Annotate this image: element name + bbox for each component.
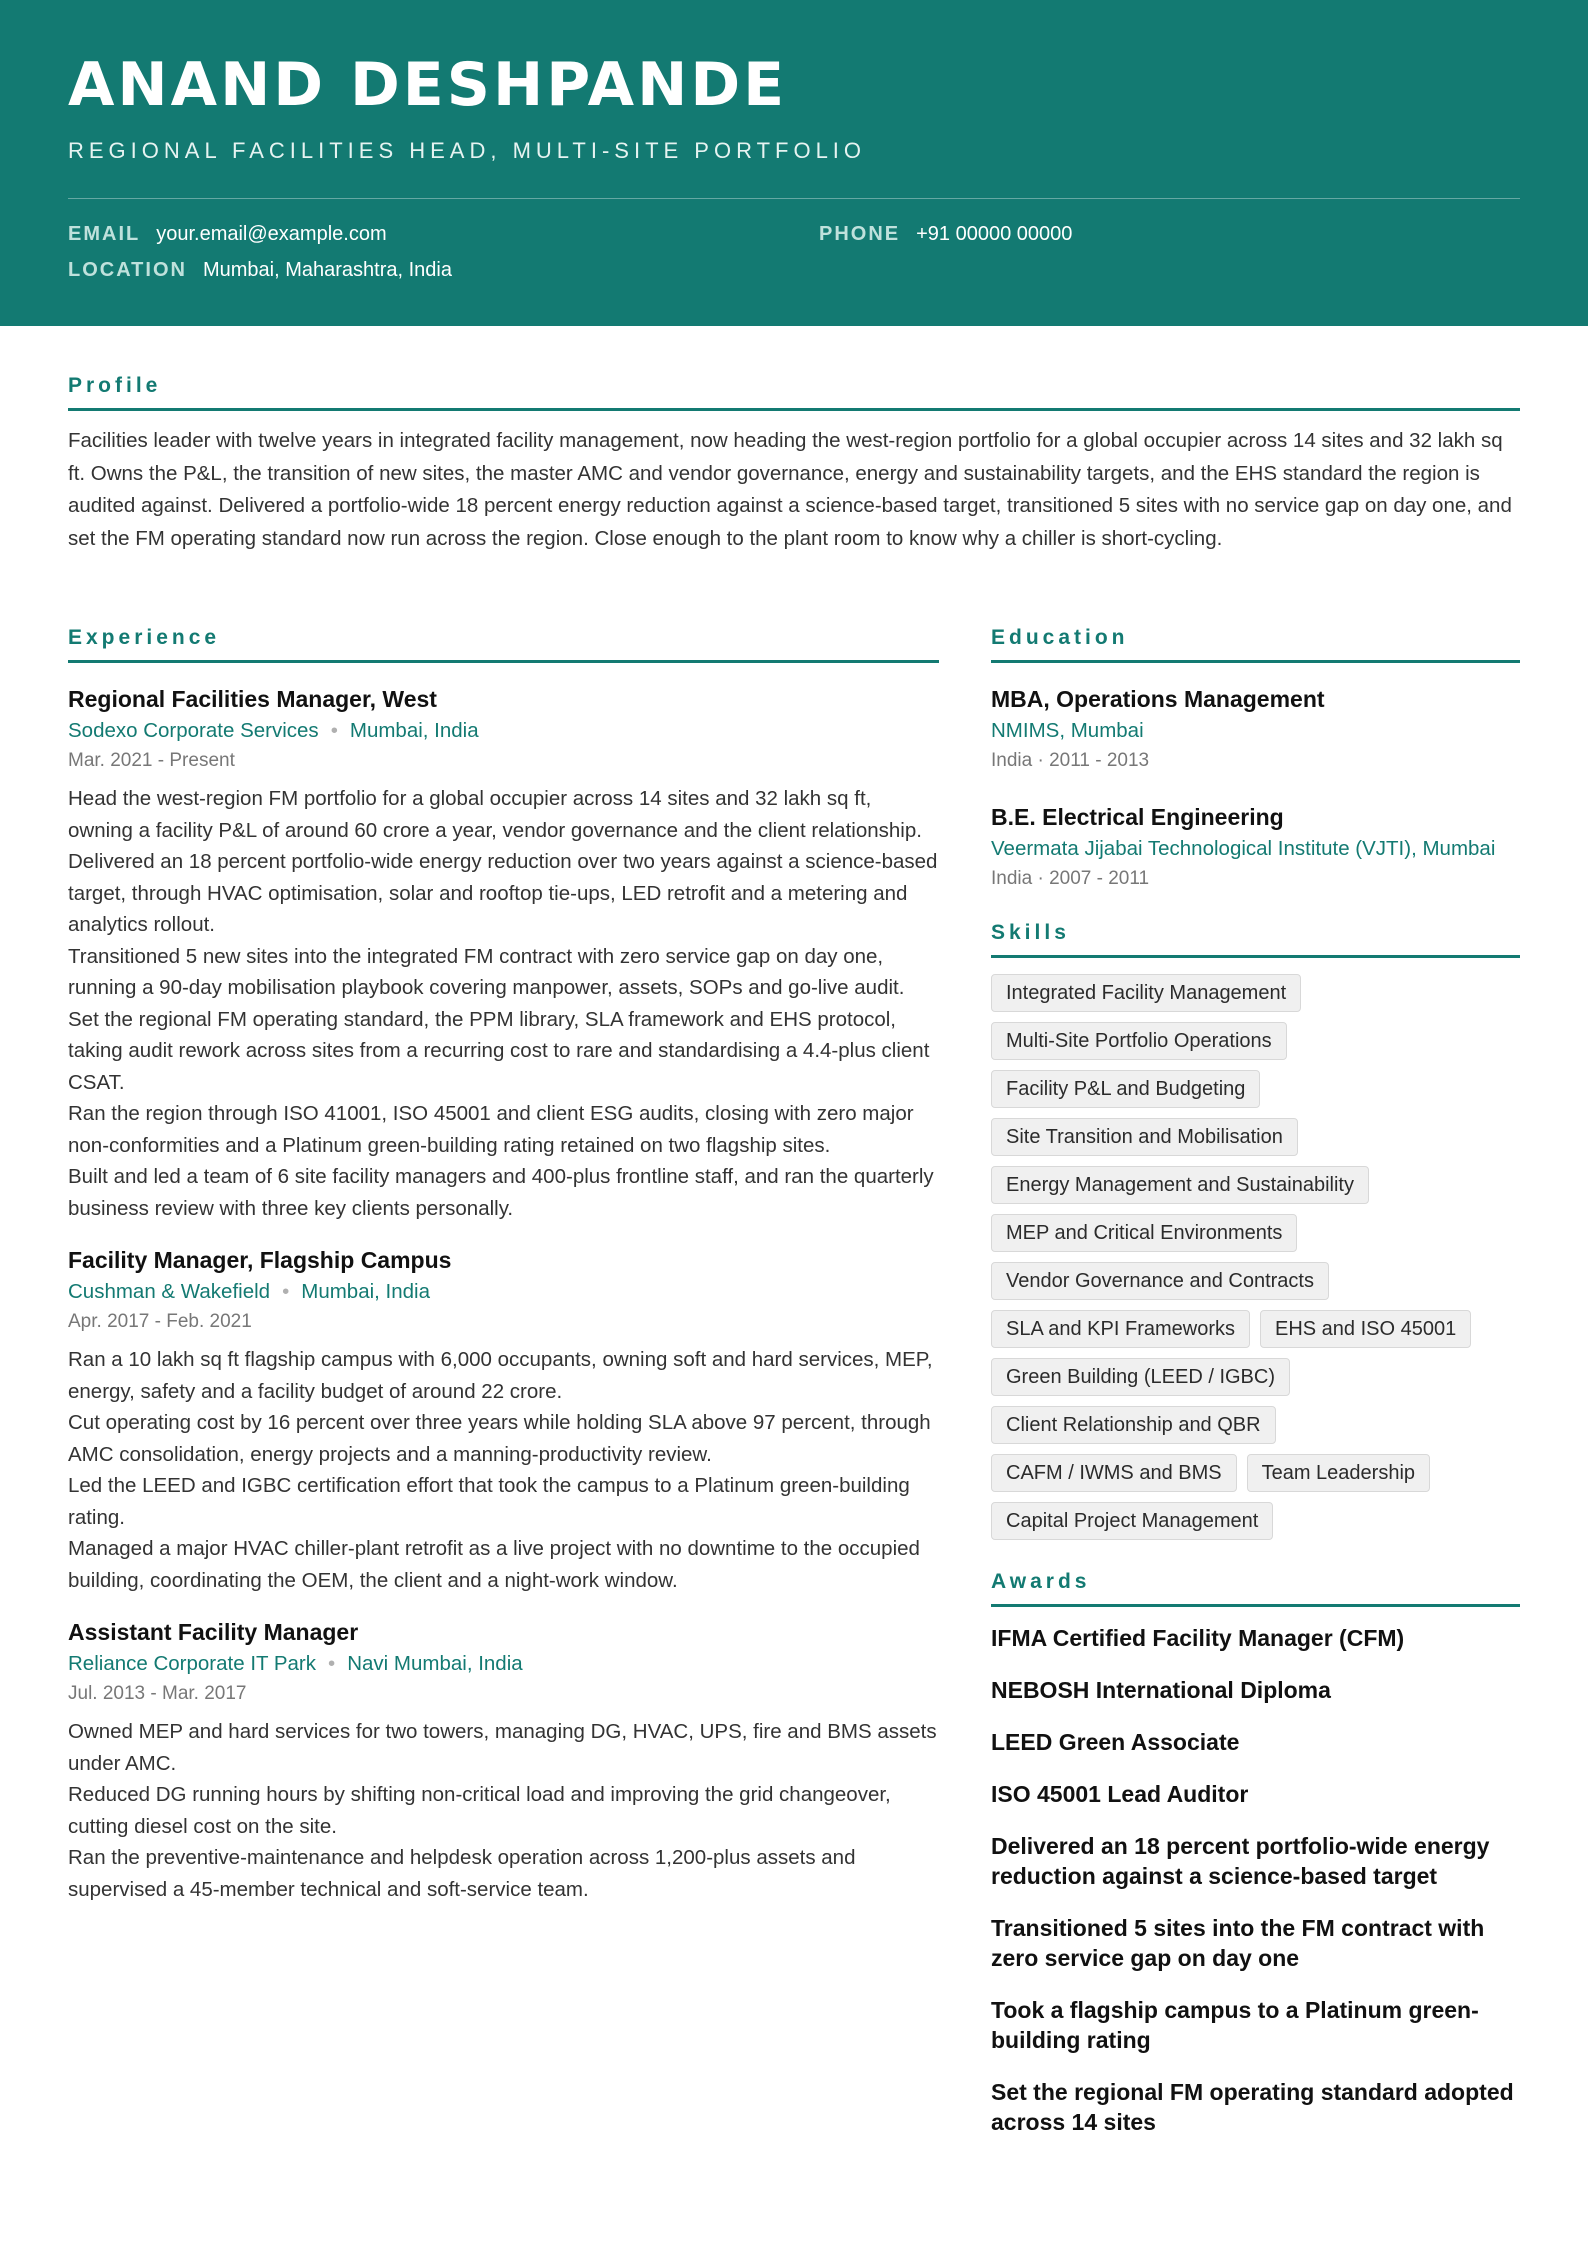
location-label: LOCATION [68,259,187,281]
skill-row [991,1214,1520,1252]
awards-list [991,1623,1520,2137]
resume-header [0,0,1588,326]
education-meta: India · 2007 - 2011 [991,868,1150,889]
education-degree: B.E. Electrical Engineering [991,804,1284,830]
contact-phone [819,223,1072,246]
skill-row [991,1022,1520,1060]
job-entry [68,1616,939,1905]
profile-heading: Profile [68,374,1520,411]
job-bullet: Set the regional FM operating standard, the PPM library, SLA framework and EHS protocol, taking audit rework across sites from a recurring cost to rare and standardising a 4.4-plus client CSAT. [68,1007,930,1094]
job-dates: Jul. 2013 - Mar. 2017 [68,1683,247,1704]
contact-email [68,223,387,246]
education-school: NMIMS, Mumbai [991,719,1144,742]
header-divider [68,198,1520,199]
job-bullet: Led the LEED and IGBC certification effort that took the campus to a Platinum green-building rating. [68,1474,910,1529]
skill-row [991,1502,1520,1540]
education-heading: Education [991,626,1520,663]
job-bullets [68,1716,939,1905]
skill-row [991,1358,1520,1396]
award-item: Set the regional FM operating standard adopted across 14 sites [991,2079,1514,2135]
job-role: Assistant Facility Manager [68,1619,359,1645]
skills-heading: Skills [991,921,1520,958]
job-bullet: Transitioned 5 new sites into the integrated FM contract with zero service gap on day one, running a 90-day mobilisation playbook covering manpower, assets, SOPs and go-live audit. [68,944,905,999]
job-bullet: Managed a major HVAC chiller-plant retrofit as a live project with no downtime to the occupied building, coordinating the OEM, the client and a night-work window. [68,1537,920,1592]
skill-chip: Facility P&L and Budgeting [991,1070,1260,1108]
skill-row [991,974,1520,1012]
contact-location [68,259,452,282]
education-list [991,683,1520,893]
job-company-line [68,1276,939,1308]
award-item: Took a flagship campus to a Platinum green-building rating [991,1997,1479,2053]
education-degree: MBA, Operations Management [991,686,1325,712]
award-item: Delivered an 18 percent portfolio-wide energy reduction against a science-based target [991,1833,1490,1889]
job-entry [68,683,939,1224]
sidebar-column [991,626,1520,2159]
job-bullets [68,1344,939,1596]
skill-row [991,1166,1520,1204]
skill-row [991,1310,1520,1348]
award-item: IFMA Certified Facility Manager (CFM) [991,1625,1405,1651]
award-item: LEED Green Associate [991,1729,1240,1755]
award-item: NEBOSH International Diploma [991,1677,1331,1703]
education-meta: India · 2011 - 2013 [991,750,1150,771]
contact-info [68,223,1520,303]
award-item: ISO 45001 Lead Auditor [991,1781,1249,1807]
job-role: Facility Manager, Flagship Campus [68,1247,452,1273]
job-bullet: Built and led a team of 6 site facility managers and 400-plus frontline staff, and ran the quarterly business review with three key clients personally. [68,1165,934,1220]
job-bullet: Ran the region through ISO 41001, ISO 45001 and client ESG audits, closing with zero major non-conformities and a Platinum green-building rating retained on two flagship sites. [68,1102,914,1157]
skill-row [991,1070,1520,1108]
skill-row [991,1406,1520,1444]
job-dates: Mar. 2021 - Present [68,750,235,771]
job-company: Sodexo Corporate Services [68,719,319,742]
skill-row [991,1262,1520,1300]
separator-dot: • [330,719,338,742]
skill-chip: CAFM / IWMS and BMS [991,1454,1237,1492]
candidate-name: ANAND DESHPANDE [68,50,788,120]
skill-row [991,1118,1520,1156]
experience-heading: Experience [68,626,939,663]
job-bullet: Delivered an 18 percent portfolio-wide energy reduction over two years against a science-based target, through HVAC optimisation, solar and rooftop tie-ups, LED retrofit and a metering and analytics rollout. [68,850,938,936]
email-value[interactable]: your.email@example.com [156,223,387,245]
skills-list [991,974,1520,1540]
skill-chip: Client Relationship and QBR [991,1406,1276,1444]
skill-chip: Team Leadership [1247,1454,1430,1492]
skill-chip: Integrated Facility Management [991,974,1301,1012]
job-bullet: Reduced DG running hours by shifting non-critical load and improving the grid changeover, cutting diesel cost on the site. [68,1783,891,1838]
job-bullet: Ran the preventive-maintenance and helpdesk operation across 1,200-plus assets and supervised a 45-member technical and soft-service team. [68,1846,856,1901]
skill-chip: Site Transition and Mobilisation [991,1118,1298,1156]
skill-chip: Green Building (LEED / IGBC) [991,1358,1290,1396]
job-location: Navi Mumbai, India [347,1652,523,1675]
education-entry [991,683,1520,775]
separator-dot: • [328,1652,336,1675]
job-company-line [68,1648,939,1680]
skill-chip: Energy Management and Sustainability [991,1166,1369,1204]
candidate-title: REGIONAL FACILITIES HEAD, MULTI-SITE PORTFOLIO [68,138,867,163]
job-bullet: Head the west-region FM portfolio for a global occupier across 14 sites and 32 lakh sq ft, owning a facility P&L of around 60 crore a year, vendor governance and the client relationship. [68,787,922,842]
experience-section [68,626,939,1905]
profile-text: Facilities leader with twelve years in integrated facility management, now heading the west-region portfolio for a global occupier across 14 sites and 32 lakh sq ft. Owns the P&L, the transition of new sites, the master AMC and vendor governance, energy and sustainability targets, and the EHS standard the region is audited against. Delivered a portfolio-wide 18 percent energy reduction against a science-based target, transitioned 5 sites with no service gap on day one, and set the FM operating standard now run across the region. Close enough to the plant room to know why a chiller is short-cycling. [68,429,1512,550]
job-bullet: Cut operating cost by 16 percent over three years while holding SLA above 97 percent, through AMC consolidation, energy projects and a manning-productivity review. [68,1411,931,1466]
skill-chip: Vendor Governance and Contracts [991,1262,1329,1300]
job-dates: Apr. 2017 - Feb. 2021 [68,1311,252,1332]
job-bullet: Owned MEP and hard services for two towers, managing DG, HVAC, UPS, fire and BMS assets under AMC. [68,1720,937,1775]
education-entry [991,801,1520,893]
skill-chip: MEP and Critical Environments [991,1214,1297,1252]
job-list [68,683,939,1905]
awards-heading: Awards [991,1570,1520,1607]
skill-chip: SLA and KPI Frameworks [991,1310,1250,1348]
job-entry [68,1244,939,1596]
separator-dot: • [282,1280,290,1303]
job-company: Cushman & Wakefield [68,1280,271,1303]
job-role: Regional Facilities Manager, West [68,686,437,712]
award-item: Transitioned 5 sites into the FM contract with zero service gap on day one [991,1915,1485,1971]
job-location: Mumbai, India [301,1280,431,1303]
phone-label: PHONE [819,223,901,245]
job-bullet: Ran a 10 lakh sq ft flagship campus with 6,000 occupants, owning soft and hard services, MEP, energy, safety and a facility budget of around 22 crore. [68,1348,933,1403]
education-school: Veermata Jijabai Technological Institute (VJTI), Mumbai [991,837,1496,860]
location-value: Mumbai, Maharashtra, India [202,259,452,281]
skill-chip: Multi-Site Portfolio Operations [991,1022,1287,1060]
job-company: Reliance Corporate IT Park [68,1652,317,1675]
job-location: Mumbai, India [349,719,479,742]
email-label: EMAIL [68,223,141,245]
skill-row [991,1454,1520,1492]
job-bullets [68,783,939,1224]
skill-chip: EHS and ISO 45001 [1260,1310,1471,1348]
skill-chip: Capital Project Management [991,1502,1273,1540]
profile-section [68,374,1520,555]
phone-value[interactable]: +91 00000 00000 [916,223,1073,245]
job-company-line [68,715,939,747]
